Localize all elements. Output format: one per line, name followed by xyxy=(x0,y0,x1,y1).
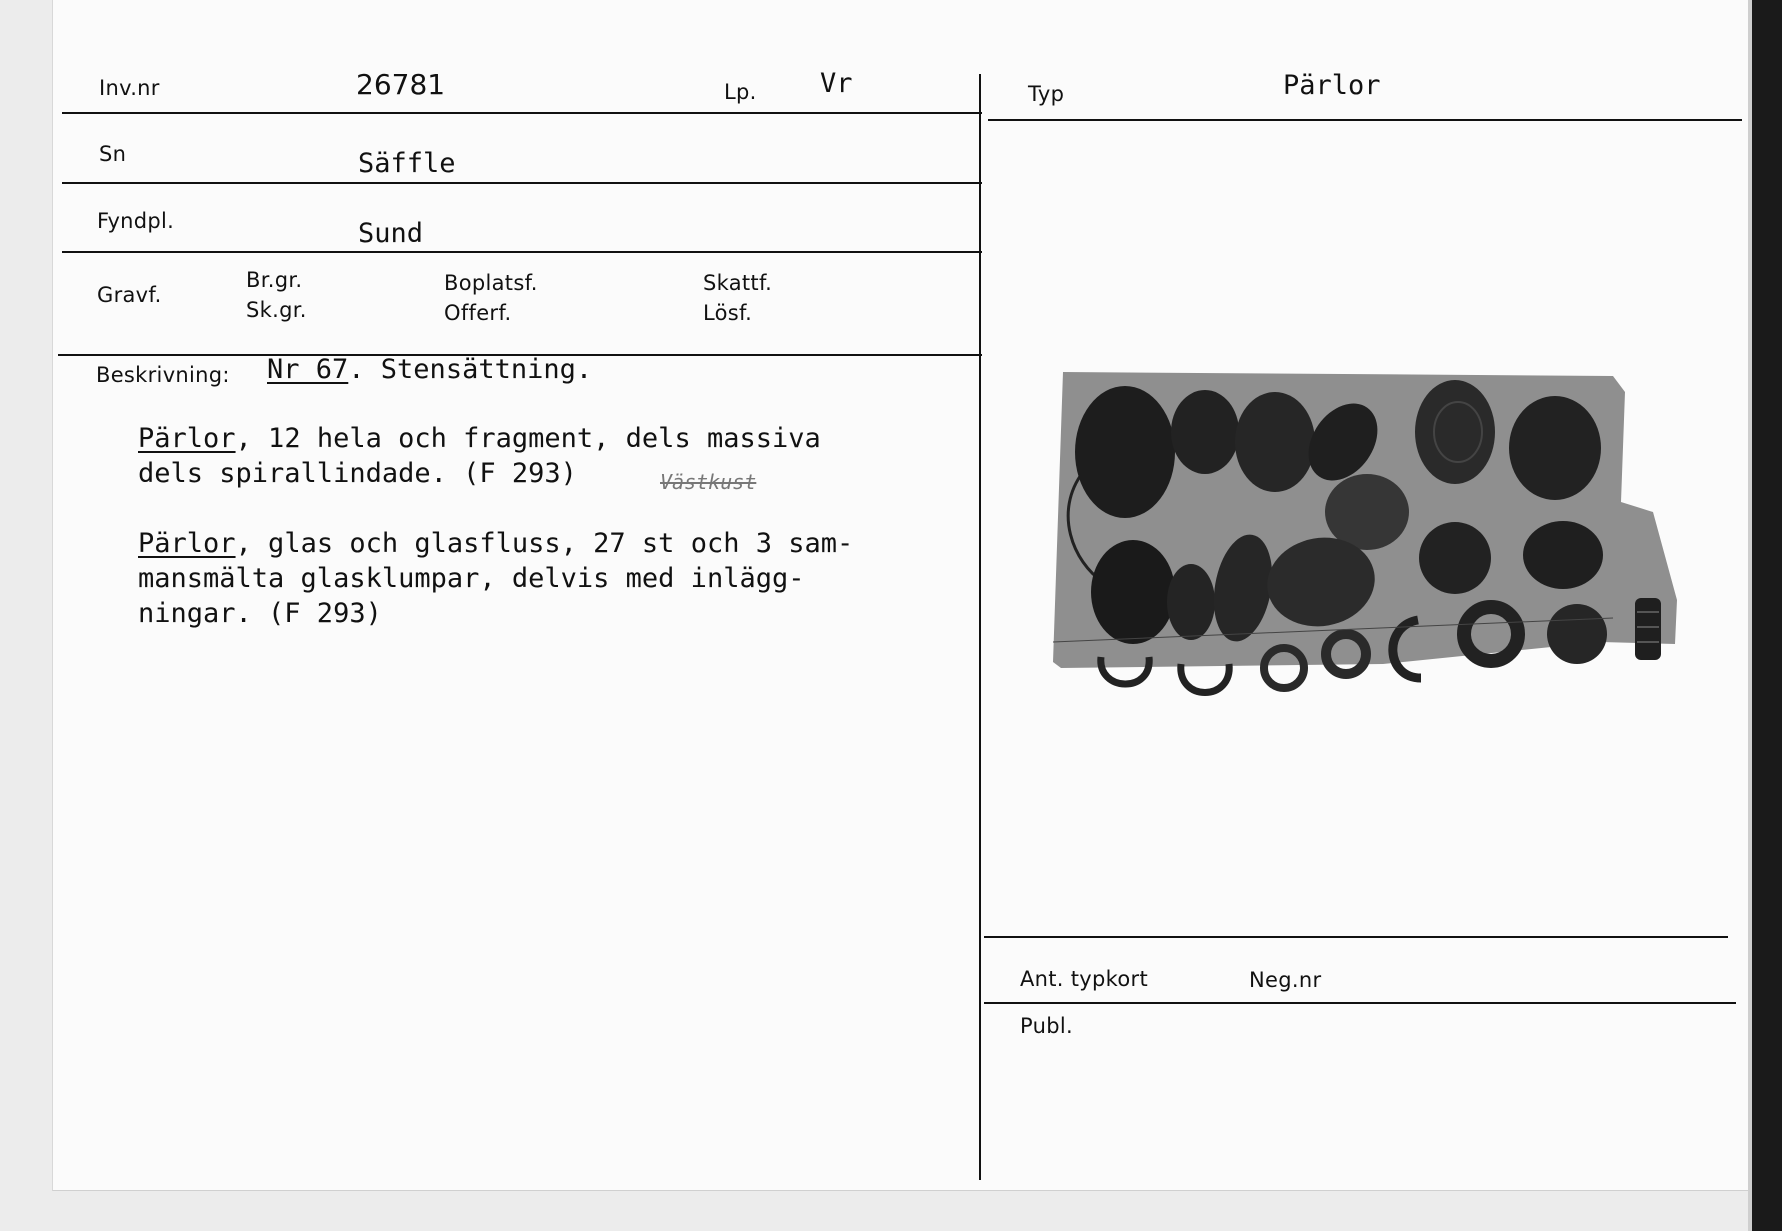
rule-publ xyxy=(984,1002,1736,1004)
bead xyxy=(1167,564,1215,640)
bead xyxy=(1091,540,1175,644)
paragraph-2-line-1 xyxy=(138,528,853,559)
ring-fragment xyxy=(1181,664,1229,693)
scan-border xyxy=(1752,0,1782,1231)
p1-line1-rest: , 12 hela och fragment, dels massiva xyxy=(235,423,821,454)
p2-line1-rest: , glas och glasfluss, 27 st och 3 sam- xyxy=(235,528,854,559)
bead xyxy=(1419,522,1491,594)
paragraph-1-line-2: dels spirallindade. (F 293) xyxy=(138,458,577,489)
lp-value: Vr xyxy=(820,68,853,99)
sn-value: Säffle xyxy=(358,148,456,179)
rule-inv xyxy=(62,112,982,114)
typ-label: Typ xyxy=(1028,82,1065,106)
losf-label: Lösf. xyxy=(703,301,753,325)
boplatsf-label: Boplatsf. xyxy=(444,271,538,295)
inv-nr-label: Inv.nr xyxy=(99,76,160,100)
offerf-label: Offerf. xyxy=(444,301,512,325)
beskrivning-label: Beskrivning: xyxy=(96,363,230,387)
rule-ant-typkort xyxy=(984,936,1728,938)
rule-sn xyxy=(62,182,982,184)
paragraph-2-line-2: mansmälta glasklumpar, delvis med inlägg- xyxy=(138,563,805,594)
p1-keyword: Pärlor xyxy=(138,423,236,454)
description-heading xyxy=(267,354,592,385)
br-gr-label: Br.gr. xyxy=(246,268,303,292)
paragraph-1-line-1 xyxy=(138,423,821,454)
bead xyxy=(1547,604,1607,664)
publ-label: Publ. xyxy=(1020,1014,1073,1038)
sn-label: Sn xyxy=(99,142,127,166)
paragraph-2-line-3: ningar. (F 293) xyxy=(138,598,382,629)
bead xyxy=(1235,392,1315,492)
ant-typkort-label: Ant. typkort xyxy=(1020,967,1148,991)
lp-label: Lp. xyxy=(724,80,757,104)
fyndpl-value: Sund xyxy=(358,218,424,249)
column-divider xyxy=(979,74,981,1180)
bead xyxy=(1171,390,1239,474)
bead xyxy=(1509,396,1601,500)
beads-photograph xyxy=(1053,372,1679,710)
gravf-label: Gravf. xyxy=(97,283,162,307)
fyndpl-label: Fyndpl. xyxy=(97,209,175,233)
neg-nr-label: Neg.nr xyxy=(1249,968,1322,992)
struck-note: Västkust xyxy=(660,470,757,494)
inv-nr-value: 26781 xyxy=(356,68,446,101)
grave-number: Nr 67 xyxy=(267,354,349,385)
bead xyxy=(1523,521,1603,589)
spiral-bead xyxy=(1635,598,1661,660)
bead xyxy=(1325,474,1409,550)
rule-typ xyxy=(988,119,1742,121)
bead xyxy=(1075,386,1175,518)
rule-fyndpl xyxy=(62,251,982,253)
heading-rest: . Stensättning. xyxy=(348,354,593,385)
p2-keyword: Pärlor xyxy=(138,528,236,559)
typ-value: Pärlor xyxy=(1283,70,1381,101)
sk-gr-label: Sk.gr. xyxy=(246,298,307,322)
skattf-label: Skattf. xyxy=(703,271,773,295)
